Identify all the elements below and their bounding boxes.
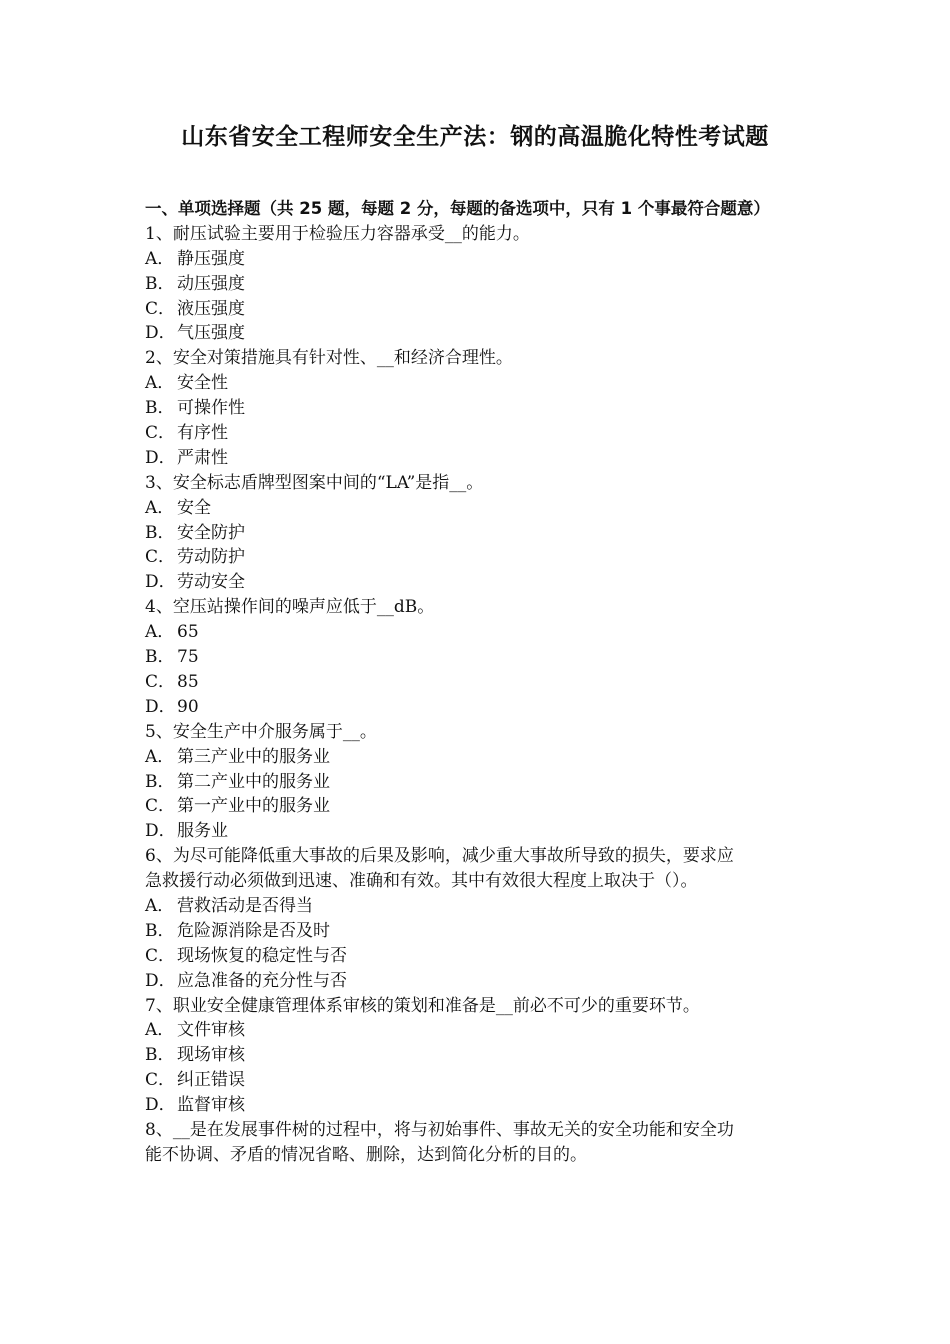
- section-heading: 一、单项选择题（共 25 题，每题 2 分，每题的备选项中，只有 1 个事最符合题意）: [145, 199, 770, 218]
- option-letter: D．: [145, 447, 176, 468]
- question-stem: 5、安全生产中介服务属于__。: [145, 721, 377, 742]
- option-letter: B．: [145, 920, 175, 941]
- option-text: 75: [177, 647, 199, 668]
- option-b: [145, 1043, 810, 1068]
- option-d: [145, 570, 810, 595]
- option-b: [145, 919, 810, 944]
- option-c: [145, 1068, 810, 1093]
- document-title: 山东省安全工程师安全生产法：钢的高温脆化特性考试题: [181, 124, 769, 150]
- question-stem: 1、耐压试验主要用于检验压力容器承受__的能力。: [145, 223, 530, 244]
- option-c: [145, 944, 810, 969]
- option-text: 服务业: [177, 821, 228, 842]
- option-letter: A．: [145, 497, 175, 518]
- option-a: [145, 1018, 810, 1043]
- option-letter: D．: [145, 1095, 176, 1116]
- option-text: 安全防护: [177, 522, 245, 543]
- option-letter: A．: [145, 1020, 175, 1041]
- option-text: 现场恢复的稳定性与否: [177, 945, 347, 966]
- option-text: 第二产业中的服务业: [177, 771, 330, 792]
- option-text: 静压强度: [177, 248, 245, 269]
- option-letter: D．: [145, 970, 176, 991]
- question-stem: 7、职业安全健康管理体系审核的策划和准备是__前必不可少的重要环节。: [145, 995, 700, 1016]
- option-text: 监督审核: [177, 1095, 245, 1116]
- option-letter: D．: [145, 572, 176, 593]
- option-letter: B．: [145, 771, 175, 792]
- option-text: 65: [177, 622, 199, 643]
- option-letter: C．: [145, 945, 176, 966]
- option-letter: D．: [145, 323, 176, 344]
- option-text: 第三产业中的服务业: [177, 746, 330, 767]
- question-7: [145, 994, 810, 1118]
- option-d: [145, 969, 810, 994]
- question-8: [145, 1118, 810, 1168]
- option-text: 动压强度: [177, 273, 245, 294]
- question-5: [145, 720, 810, 844]
- question-stem-line: 6、为尽可能降低重大事故的后果及影响，减少重大事故所导致的损失，要求应: [145, 846, 734, 867]
- option-c: [145, 670, 810, 695]
- option-text: 液压强度: [177, 298, 245, 319]
- option-b: [145, 645, 810, 670]
- question-stem: 4、空压站操作间的噪声应低于__dB。: [145, 597, 435, 618]
- option-a: [145, 247, 810, 272]
- question-stem-line: 8、__是在发展事件树的过程中，将与初始事件、事故无关的安全功能和安全功: [145, 1119, 734, 1140]
- option-letter: C．: [145, 1070, 176, 1091]
- question-stem-line: 急救援行动必须做到迅速、准确和有效。其中有效很大程度上取决于（）。: [145, 871, 698, 892]
- question-stem-line: 能不协调、矛盾的情况省略、删除，达到简化分析的目的。: [145, 1144, 587, 1165]
- question-3: [145, 471, 810, 595]
- question-4: [145, 595, 810, 719]
- option-letter: B．: [145, 647, 175, 668]
- option-d: [145, 321, 810, 346]
- option-letter: C．: [145, 298, 176, 319]
- option-c: [145, 421, 810, 446]
- question-stem: 2、安全对策措施具有针对性、__和经济合理性。: [145, 348, 513, 369]
- option-letter: D．: [145, 696, 176, 717]
- option-letter: B．: [145, 398, 175, 419]
- option-letter: D．: [145, 821, 176, 842]
- document-body: [145, 197, 810, 1168]
- option-letter: A．: [145, 373, 175, 394]
- option-a: [145, 745, 810, 770]
- option-text: 营救活动是否得当: [177, 895, 313, 916]
- option-text: 安全性: [177, 373, 228, 394]
- option-letter: A．: [145, 895, 175, 916]
- option-a: [145, 371, 810, 396]
- option-b: [145, 272, 810, 297]
- option-text: 第一产业中的服务业: [177, 796, 330, 817]
- question-1: [145, 222, 810, 346]
- option-b: [145, 770, 810, 795]
- option-d: [145, 1093, 810, 1118]
- question-6: [145, 844, 810, 993]
- question-2: [145, 346, 810, 470]
- option-text: 90: [177, 696, 199, 717]
- option-text: 现场审核: [177, 1045, 245, 1066]
- question-stem: 3、安全标志盾牌型图案中间的“LA”是指__。: [145, 472, 484, 493]
- option-d: [145, 819, 810, 844]
- option-c: [145, 297, 810, 322]
- option-letter: C．: [145, 547, 176, 568]
- option-a: [145, 496, 810, 521]
- option-b: [145, 521, 810, 546]
- option-letter: A．: [145, 248, 175, 269]
- option-a: [145, 894, 810, 919]
- option-text: 安全: [177, 497, 211, 518]
- option-c: [145, 545, 810, 570]
- option-d: [145, 695, 810, 720]
- option-text: 可操作性: [177, 398, 245, 419]
- option-d: [145, 446, 810, 471]
- option-text: 气压强度: [177, 323, 245, 344]
- option-a: [145, 620, 810, 645]
- option-text: 危险源消除是否及时: [177, 920, 330, 941]
- option-text: 有序性: [177, 423, 228, 444]
- option-letter: B．: [145, 522, 175, 543]
- option-text: 应急准备的充分性与否: [177, 970, 347, 991]
- option-c: [145, 794, 810, 819]
- option-letter: A．: [145, 622, 175, 643]
- option-text: 劳动安全: [177, 572, 245, 593]
- option-letter: B．: [145, 1045, 175, 1066]
- option-text: 文件审核: [177, 1020, 245, 1041]
- option-letter: C．: [145, 423, 176, 444]
- option-text: 劳动防护: [177, 547, 245, 568]
- option-letter: C．: [145, 671, 176, 692]
- option-text: 纠正错误: [177, 1070, 245, 1091]
- option-letter: B．: [145, 273, 175, 294]
- option-text: 严肃性: [177, 447, 228, 468]
- option-letter: C．: [145, 796, 176, 817]
- option-text: 85: [177, 671, 199, 692]
- option-b: [145, 396, 810, 421]
- option-letter: A．: [145, 746, 175, 767]
